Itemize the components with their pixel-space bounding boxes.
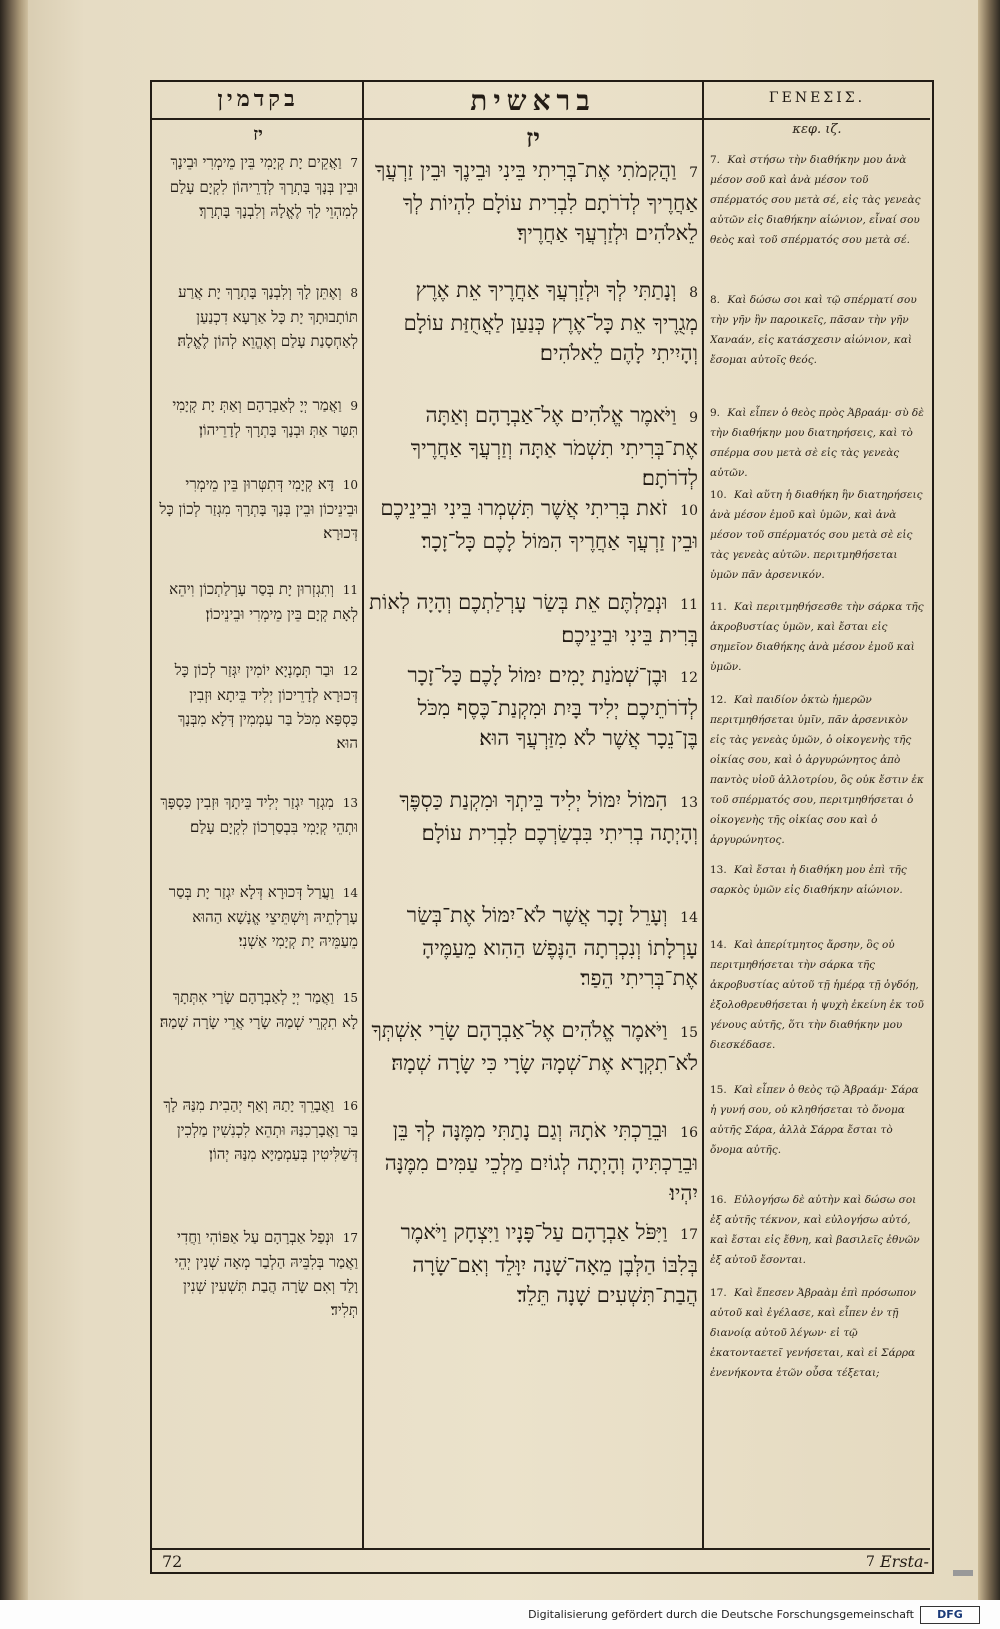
aramaic-verse	[158, 472, 358, 572]
verse-text: וְעָרֵל זָכָר אֲשֶׁר לֹא־יִמּוֹל אֶת־בְּשַׂר עָרְלָתוֹ וְנִכְרְתָה הַנֶּפֶשׁ הַהִוא מֵעַמֶּיהָ אֶת־בְּרִיתִי הֵפַר׃	[406, 903, 698, 990]
aramaic-header: בקדמין	[217, 86, 299, 112]
page-number: 72	[162, 1552, 183, 1571]
verse-text: וּבֵרַכְתִּי אֹתָהּ וְגַם נָתַתִּי מִמֶּנָּה לְךָ בֵּן וּבֵרַכְתִּיהָ וְהָיְתָה לְגוֹיִם מַלְכֵי עַמִּים מִמֶּנָּה יִהְיוּ׃	[384, 1118, 698, 1205]
verse-number: 17	[342, 1231, 358, 1245]
verse-number: 13.	[710, 864, 727, 876]
verse-text: Καὶ δώσω σοι καὶ τῷ σπέρματί σου τὴν γῆν ἣν παροικεῖς, πᾶσαν τὴν γῆν Χαναάν, εἰς κατάσχεσιν αἰώνιον, καὶ ἔσομαι αὐτοῖς θεός.	[710, 294, 917, 366]
verse-number: 11	[680, 597, 698, 613]
verse-text: וַאֲקֵים יָת קְיָמִי בֵּין מֵימְרִי וּבֵינָךְ וּבֵין בְּנָךְ בָּתְרָךְ לְדָרֵיהוֹן לִקְיָם עָלַם לְמִהְוֵי לָךְ לֶאֱלָהּ וְלִבְנָךְ בָּתְרָךְ׃	[169, 153, 358, 220]
greek-verse	[710, 290, 926, 385]
verse-text: וּנְפַל אַבְרָהָם עַל אַפּוֹהִי וַחֲדִי וַאֲמַר בְּלִבֵּיהּ הַלְבַר מְאָה שְׁנִין יְהֵי וָלַד וְאִם שָׂרָה הֲבַת תִּשְׁעִין שְׁנִין תְּלִיד׃	[174, 1228, 358, 1319]
verse-number: 7	[350, 156, 358, 170]
hebrew-verse	[368, 493, 698, 583]
catchword-number: 7	[866, 1554, 875, 1570]
aramaic-verse	[158, 1225, 358, 1350]
aramaic-verse	[158, 150, 358, 265]
scan-marker	[953, 1570, 973, 1576]
hebrew-verse	[368, 155, 698, 275]
hebrew-verse	[368, 275, 698, 395]
aramaic-verse	[158, 658, 358, 783]
aramaic-verse	[158, 393, 358, 468]
verse-text: וַאֲמַר יְיָ לְאַבְרָהָם וְאַתְּ יָת קְיָמִי תִּטַּר אַתְּ וּבְנָךְ בָּתְרָךְ לְדָרֵיהוֹן׃	[172, 396, 358, 439]
aramaic-verse	[158, 985, 358, 1085]
hebrew-verse	[368, 587, 698, 657]
book-gutter	[0, 0, 28, 1629]
hebrew-chapter: יז	[525, 124, 541, 154]
verse-text: Καὶ στήσω τὴν διαθήκην μου ἀνὰ μέσον σοῦ καὶ ἀνὰ μέσον τοῦ σπέρματός σου μετὰ σέ, εἰς τὰς γενεὰς αὐτῶν εἰς διαθήκην αἰώνιον, εἶναί σου θεὸς καὶ τοῦ σπέρματός σου μετὰ σέ.	[710, 154, 921, 246]
greek-verse	[710, 150, 926, 280]
verse-number: 8	[350, 286, 358, 300]
digitization-notice: Digitalisierung gefördert durch die Deutsche Forschungsgemeinschaft	[528, 1608, 914, 1621]
verse-number: 12.	[710, 694, 727, 706]
verse-text: וַאֲבָרֵךְ יָתַהּ וְאַף יְהַבִית מִנַּהּ לָךְ בַּר וַאֲבָרְכִנַּהּ וּתְהֵא לִכְנִשִׁין מַלְכִין דְּשַׁלִּיטִין בְּעַמְמַיָּא מִנַּהּ יְהוֹן׃	[163, 1096, 358, 1163]
verse-text: וַיִּפֹּל אַבְרָהָם עַל־פָּנָיו וַיִּצְחָק וַיֹּאמֶר בְּלִבּוֹ הַלְּבֶן מֵאָה־שָׁנָה יִוָּלֵד וְאִם־שָׂרָה הֲבַת־תִּשְׁעִים שָׁנָה תֵּלֵד׃	[400, 1220, 698, 1307]
verse-number: 10.	[710, 489, 727, 501]
verse-number: 15.	[710, 1084, 727, 1096]
verse-number: 10	[680, 503, 698, 519]
greek-verse	[710, 1190, 926, 1280]
aramaic-verse	[158, 1093, 358, 1218]
verse-number: 11.	[710, 601, 727, 613]
page-right-edge	[978, 0, 1000, 1600]
catchword: Ersta-	[880, 1552, 929, 1571]
verse-text: Καὶ ἔπεσεν Ἀβραὰμ ἐπὶ πρόσωπον αὐτοῦ καὶ ἐγέλασε, καὶ εἶπεν ἐν τῇ διανοίᾳ αὐτοῦ λέγων· εἰ τῷ ἑκατονταετεῖ γενήσεται, καὶ εἰ Σάρρα ἐνενήκοντα ἐτῶν οὖσα τέξεται;	[710, 1287, 917, 1379]
verse-number: 9	[689, 410, 698, 426]
hebrew-verse	[368, 1217, 698, 1342]
verse-text: וְתִגְזְרוּן יָת בְּסַר עָרְלַתְכוֹן וִיהֵא לְאָת קְיָם בֵּין מֵימְרִי וּבֵינֵיכוֹן׃	[169, 580, 358, 623]
verse-text: Καὶ περιτμηθήσεσθε τὴν σάρκα τῆς ἀκροβυστίας ὑμῶν, καὶ ἔσται εἰς σημεῖον διαθήκης ἀνὰ μέσον ἐμοῦ καὶ ὑμῶν.	[710, 601, 924, 673]
verse-number: 17	[680, 1227, 698, 1243]
verse-text: Εὐλογήσω δὲ αὐτὴν καὶ δώσω σοι ἐξ αὐτῆς τέκνον, καὶ εὐλογήσω αὐτό, καὶ ἔσται εἰς ἔθνη, καὶ βασιλεῖς ἐθνῶν ἐξ αὐτοῦ ἔσονται.	[710, 1194, 920, 1266]
verse-number: 16	[680, 1125, 698, 1141]
digitization-footer	[0, 1600, 1000, 1629]
hebrew-verse	[368, 400, 698, 490]
aramaic-chapter: יז	[253, 124, 263, 145]
verse-text: Καὶ εἶπεν ὁ θεὸς πρὸς Ἀβραάμ· σὺ δὲ τὴν διαθήκην μου διατηρήσεις, καὶ τὸ σπέρμα σου μετὰ σὲ εἰς τὰς γενεὰς αὐτῶν.	[710, 407, 924, 479]
aramaic-verse	[158, 280, 358, 385]
verse-text: דָּא קְיָמִי דְּתִטְּרוּן בֵּין מֵימְרִי וּבֵינֵיכוֹן וּבֵין בְּנָךְ בָּתְרָךְ מִגְזַר לְכוֹן כָּל דְּכוּרָא׃	[159, 475, 358, 542]
verse-text: מִגְזַר יִגְזַר יְלִיד בֵּיתָךְ וּזְבִין כַּסְפָּךְ וּתְהֵי קְיָמִי בִּבְסַרְכוֹן לִקְיָם עָלַם׃	[160, 793, 358, 836]
verse-number: 7.	[710, 154, 721, 166]
verse-text: Καὶ ἔσται ἡ διαθήκη μου ἐπὶ τῆς σαρκὸς ὑμῶν εἰς διαθήκην αἰώνιον.	[710, 864, 907, 896]
verse-text: Καὶ αὕτη ἡ διαθήκη ἣν διατηρήσεις ἀνὰ μέσον ἐμοῦ καὶ ὑμῶν, καὶ ἀνὰ μέσον τοῦ σπέρματός σου μετὰ σὲ εἰς τὰς γενεὰς αὐτῶν. περιτμηθήσεται ὑμῶν πᾶν ἀρσενικόν.	[710, 489, 923, 581]
dfg-logo: DFG	[920, 1606, 980, 1624]
verse-text: וַעֲרַל דְּכוּרָא דְּלָא יִגְזַר יָת בְּסַר עָרְלְתֵיהּ וְיִשְׁתֵּיצֵי אֱנָשָׁא הַהוּא מֵעַמֵּיהּ יָת קְיָמִי אַשְׁנִי׃	[168, 883, 358, 950]
greek-verse	[710, 690, 926, 850]
verse-number: 12	[680, 670, 698, 686]
greek-verse	[710, 1283, 926, 1408]
aramaic-verse	[158, 790, 358, 870]
hebrew-header: בראשית	[470, 84, 596, 117]
verse-number: 16.	[710, 1194, 727, 1206]
hebrew-verse	[368, 785, 698, 895]
verse-number: 14	[680, 910, 698, 926]
verse-number: 8	[689, 285, 698, 301]
verse-number: 13	[342, 796, 358, 810]
hebrew-column	[368, 155, 698, 1545]
aramaic-verse	[158, 880, 358, 980]
verse-number: 9.	[710, 407, 721, 419]
verse-text: וּנְמַלְתֶּם אֵת בְּשַׂר עָרְלַתְכֶם וְהָיָה לְאוֹת בְּרִית בֵּינִי וּבֵינֵיכֶם׃	[369, 590, 698, 647]
greek-chapter: κεφ. ιζ.	[792, 122, 842, 137]
hebrew-verse	[368, 900, 698, 1010]
verse-text: וּבֶן־שְׁמֹנַת יָמִים יִמּוֹל לָכֶם כָּל־זָכָר לְדֹרֹתֵיכֶם יְלִיד בָּיִת וּמִקְנַת־כֶּסֶף מִכֹּל בֶּן־נֵכָר אֲשֶׁר לֹא מִזַּרְעֲךָ הוּא׃	[407, 663, 698, 750]
verse-text: זֹאת בְּרִיתִי אֲשֶׁר תִּשְׁמְרוּ בֵּינִי וּבֵינֵיכֶם וּבֵין זַרְעֲךָ אַחֲרֶיךָ הִמּוֹל לָכֶם כָּל־זָכָר׃	[380, 496, 698, 553]
greek-verse	[710, 935, 926, 1055]
verse-text: Καὶ εἶπεν ὁ θεὸς τῷ Ἀβραάμ· Σάρα ἡ γυνή σου, οὐ κληθήσεται τὸ ὄνομα αὐτῆς Σάρα, ἀλλὰ Σάρρα ἔσται τὸ ὄνομα αὐτῆς.	[710, 1084, 919, 1156]
verse-number: 14	[342, 886, 358, 900]
greek-verse	[710, 597, 926, 677]
footer-rule	[152, 1548, 930, 1550]
greek-header: ΓΕΝΕΣΙΣ.	[768, 90, 866, 106]
verse-text: Καὶ ἀπερίτμητος ἄρσην, ὃς οὐ περιτμηθήσεται τὴν σάρκα τῆς ἀκροβυστίας αὐτοῦ τῇ ἡμέρᾳ τῇ ὀγδόῃ, ἐξολοθρευθήσεται ἡ ψυχὴ ἐκείνη ἐκ τοῦ γένους αὐτῆς, ὅτι τὴν διαθήκην μου διεσκέδασε.	[710, 939, 924, 1051]
greek-verse	[710, 1080, 926, 1180]
verse-text: וַאֲמַר יְיָ לְאַבְרָהָם שָׂרַי אִתְּתָךְ לָא תִקְרֵי שְׁמַהּ שָׂרָי אֲרֵי שָׂרָה שְׁמַהּ׃	[159, 988, 358, 1031]
divider-right	[702, 82, 704, 1550]
verse-number: 11	[342, 583, 358, 597]
verse-text: הִמּוֹל יִמּוֹל יְלִיד בֵּיתְךָ וּמִקְנַת כַּסְפֶּךָ וְהָיְתָה בְרִיתִי בִּבְשַׂרְכֶם לִבְרִית עוֹלָם׃	[399, 788, 698, 845]
verse-text: Καὶ παιδίον ὀκτὼ ἡμερῶν περιτμηθήσεται ὑμῖν, πᾶν ἀρσενικὸν εἰς τὰς γενεὰς ὑμῶν, ὁ οἰκογενὴς τῆς οἰκίας σου, καὶ ὁ ἀργυρώνητος ἀπὸ παντὸς υἱοῦ ἀλλοτρίου, ὃς οὐκ ἔστιν ἐκ τοῦ σπέρματός σου, περιτμηθήσεται ὁ οἰκογενὴς τῆς οἰκίας σου καὶ ὁ ἀργυρώνητος.	[710, 694, 924, 846]
verse-text: וְאֶתֵּן לָךְ וְלִבְנָךְ בָּתְרָךְ יָת אֲרַע תּוֹתָבוּתָךְ יָת כָּל אַרְעָא דִכְנַעַן לְאַחְסָנַת עָלַם וְאֶהֱוֵא לְהוֹן לֶאֱלָהּ׃	[177, 283, 358, 350]
verse-number: 9	[350, 399, 358, 413]
greek-verse	[710, 485, 926, 585]
aramaic-column	[158, 150, 358, 1545]
verse-text: וַהֲקִמֹתִי אֶת־בְּרִיתִי בֵּינִי וּבֵינֶךָ וּבֵין זַרְעֲךָ אַחֲרֶיךָ לְדֹרֹתָם לִבְרִית עוֹלָם לִהְיוֹת לְךָ לֵאלֹהִים וּלְזַרְעֲךָ אַחֲרֶיךָ׃	[375, 158, 698, 245]
verse-number: 10	[342, 478, 358, 492]
verse-number: 7	[689, 165, 698, 181]
greek-verse	[710, 860, 926, 920]
verse-number: 15	[680, 1025, 698, 1041]
verse-number: 15	[342, 991, 358, 1005]
verse-number: 14.	[710, 939, 727, 951]
divider-left	[362, 82, 364, 1550]
hebrew-verse	[368, 1015, 698, 1110]
greek-column	[710, 150, 926, 1545]
verse-text: וְנָתַתִּי לְךָ וּלְזַרְעֲךָ אַחֲרֶיךָ אֵת אֶרֶץ מְגֻרֶיךָ אֵת כָּל־אֶרֶץ כְּנַעַן לַאֲחֻזַּת עוֹלָם וְהָיִיתִי לָהֶם לֵאלֹהִים׃	[403, 278, 698, 365]
hebrew-verse	[368, 660, 698, 780]
verse-number: 17.	[710, 1287, 727, 1299]
verse-number: 16	[342, 1099, 358, 1113]
aramaic-verse	[158, 577, 358, 652]
verse-number: 12	[342, 664, 358, 678]
verse-number: 8.	[710, 294, 721, 306]
verse-text: וַיֹּאמֶר אֱלֹהִים אֶל־אַבְרָהָם שָׂרַי אִשְׁתְּךָ לֹא־תִקְרָא אֶת־שְׁמָהּ שָׂרָי כִּי שָׂרָה שְׁמָהּ׃	[371, 1018, 698, 1075]
hebrew-verse	[368, 1115, 698, 1215]
verse-text: וַיֹּאמֶר אֱלֹהִים אֶל־אַבְרָהָם וְאַתָּה אֶת־בְּרִיתִי תִשְׁמֹר אַתָּה וְזַרְעֲךָ אַחֲרֶיךָ לְדֹרֹתָם׃	[410, 403, 698, 490]
verse-text: וּבַר תְּמָנְיָא יוֹמִין יִגְּזַר לְכוֹן כָּל דְּכוּרָא לְדָרֵיכוֹן יְלִיד בֵּיתָא וּזְבִין כַּסְפָּא מִכֹּל בַּר עַמְמִין דְּלָא מִבְּנָךְ הוּא׃	[174, 661, 358, 752]
header-rule	[152, 118, 930, 120]
verse-number: 13	[680, 795, 698, 811]
greek-verse	[710, 403, 926, 483]
